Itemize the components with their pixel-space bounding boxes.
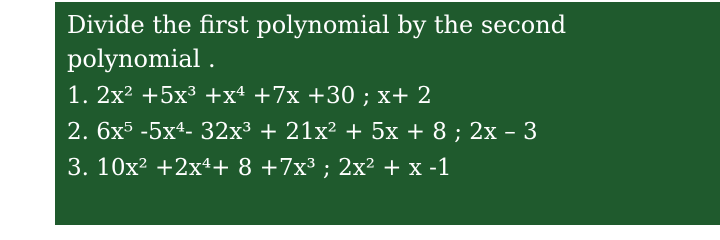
instruction-line-1: Divide the first polynomial by the second <box>67 11 567 39</box>
problem-2: 2. 6x⁵ -5x⁴- 32x³ + 21x² + 5x + 8 ; 2x – 3 <box>67 119 538 145</box>
green-text-panel <box>55 2 720 225</box>
problem-3: 3. 10x² +2x⁴+ 8 +7x³ ; 2x² + x -1 <box>67 155 452 181</box>
instruction-line-2: polynomial . <box>67 45 216 73</box>
problem-set <box>67 8 712 184</box>
problem-1: 1. 2x² +5x³ +x⁴ +7x +30 ; x+ 2 <box>67 83 432 109</box>
